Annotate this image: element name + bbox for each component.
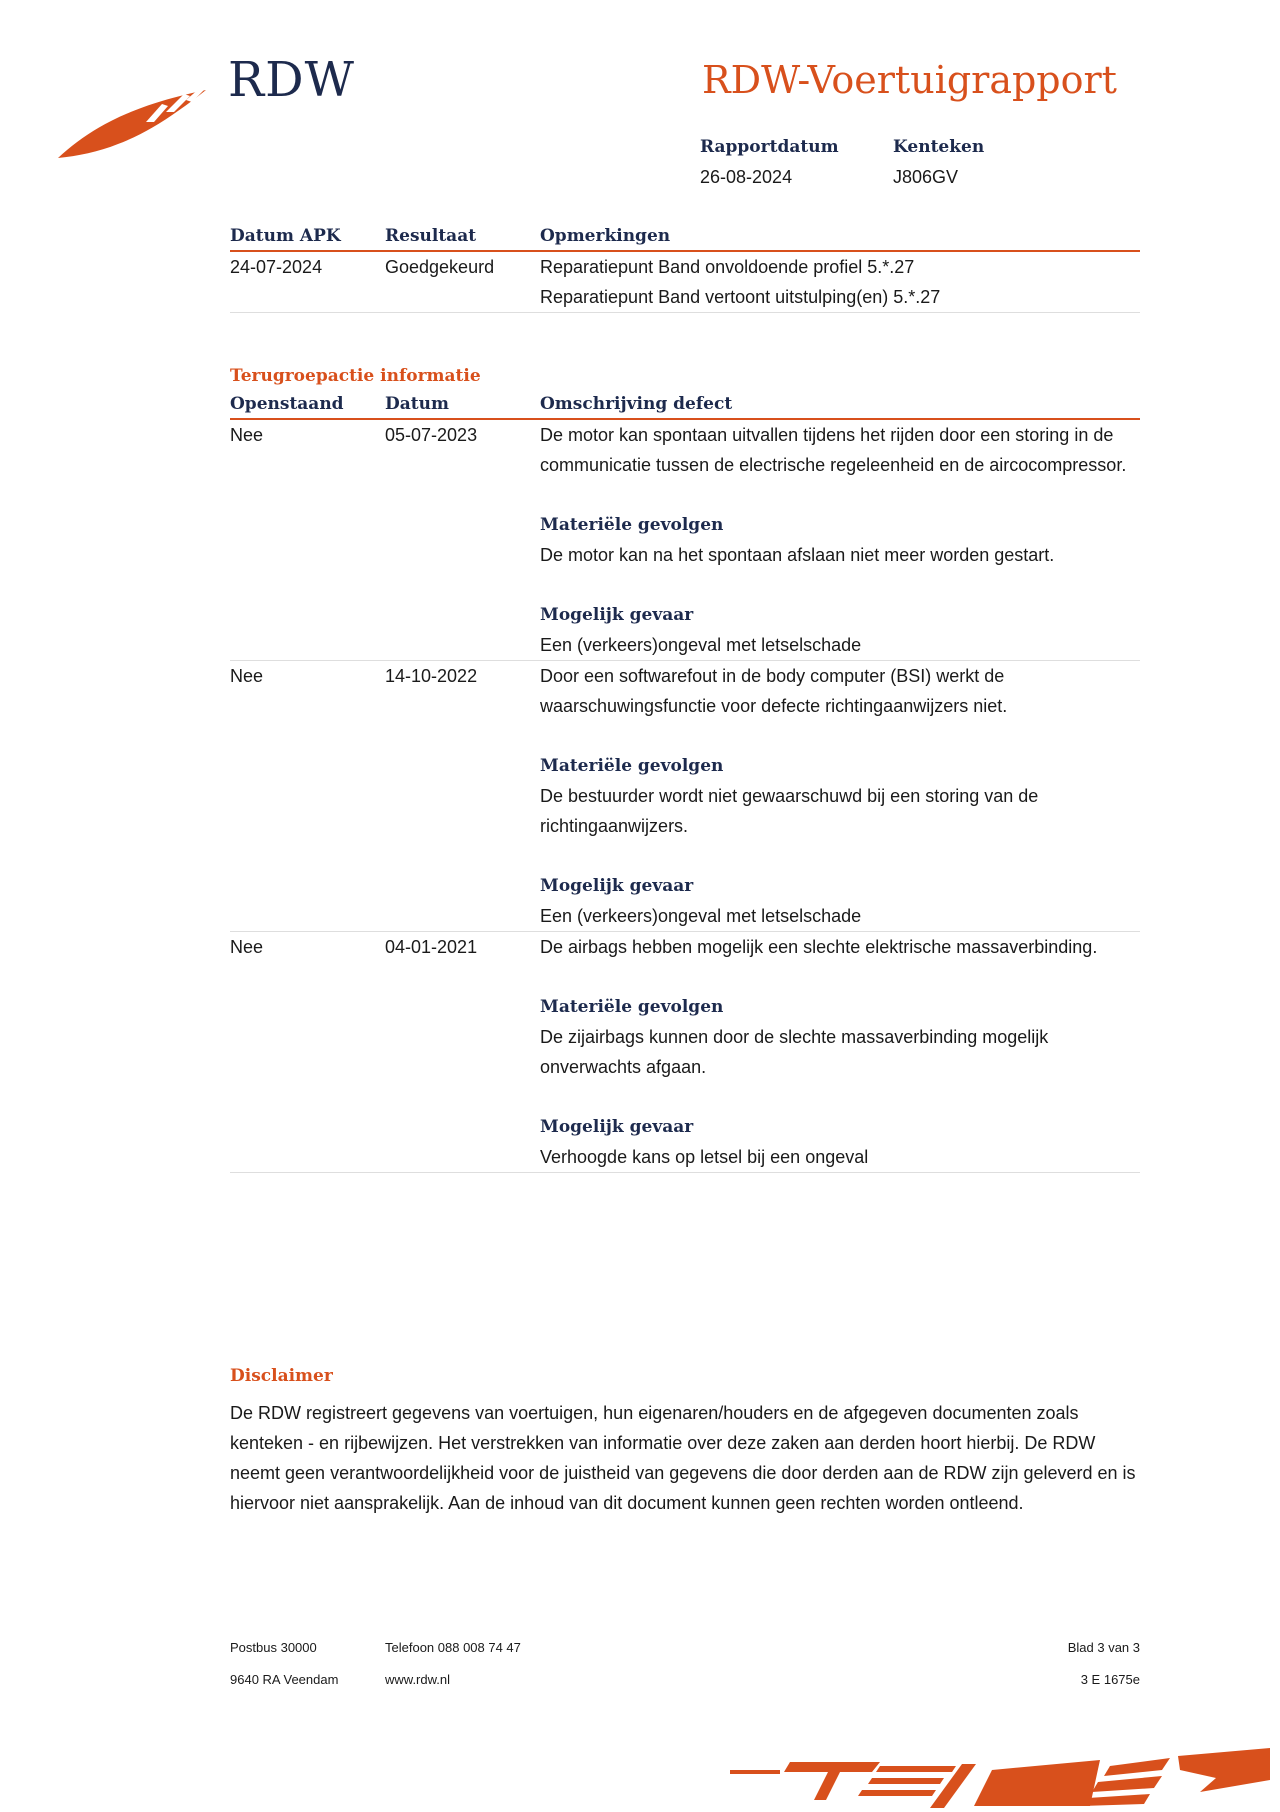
- apk-result: Goedgekeurd: [385, 257, 495, 277]
- table-row: [230, 252, 1140, 313]
- danger-label: Mogelijk gevaar: [540, 605, 694, 625]
- recall-details: [540, 661, 1140, 931]
- apk-header-remarks: Opmerkingen: [540, 226, 671, 246]
- footer-postbus: Postbus 30000: [230, 1640, 317, 1655]
- table-row: [230, 420, 1140, 661]
- recall-date: 14-10-2022: [385, 666, 478, 686]
- rdw-feather-logo-icon: [58, 82, 208, 162]
- danger-label: Mogelijk gevaar: [540, 1117, 694, 1137]
- footer-code: 3 E 1675e: [1080, 1672, 1140, 1687]
- recall-open: Nee: [230, 937, 264, 957]
- recall-defect: De motor kan spontaan uitvallen tijdens het rijden door een storing in de communicatie tussen de electrische regeleenheid en de aircocompressor.: [540, 425, 1127, 475]
- recall-header-open: Openstaand: [230, 394, 344, 414]
- recall-date: 04-01-2021: [385, 937, 478, 957]
- material-label: Materiële gevolgen: [540, 997, 724, 1017]
- recall-defect: Door een softwarefout in de body computer (BSI) werkt de waarschuwingsfunctie voor defecte richtingaanwijzers niet.: [540, 666, 1008, 716]
- apk-remark: Reparatiepunt Band onvoldoende profiel 5.*.27: [540, 257, 915, 277]
- apk-remarks: [540, 252, 1140, 312]
- footer-phone: Telefoon 088 008 74 47: [385, 1640, 521, 1655]
- recall-open: Nee: [230, 666, 264, 686]
- material-label: Materiële gevolgen: [540, 515, 724, 535]
- recall-header-row: [230, 394, 1140, 420]
- apk-header-date: Datum APK: [230, 226, 341, 246]
- recall-defect: De airbags hebben mogelijk een slechte elektrische massaverbinding.: [540, 937, 1098, 957]
- table-row: [230, 661, 1140, 932]
- report-date-block: [700, 137, 839, 188]
- disclaimer-title: Disclaimer: [230, 1366, 333, 1386]
- recall-details: [540, 932, 1140, 1172]
- report-date-value: 26-08-2024: [700, 167, 793, 187]
- recall-material: De zijairbags kunnen door de slechte massaverbinding mogelijk onverwachts afgaan.: [540, 1027, 1049, 1077]
- disclaimer-text: De RDW registreert gegevens van voertuigen, hun eigenaren/houders en de afgegeven documenten zoals kenteken - en rijbewijzen. Het verstrekken van informatie over deze zaken aan derden hoort hierbij. De RDW neemt geen verantwoordelijkheid voor de juistheid van gegevens die door derden aan de RDW zijn geleverd en is hiervoor niet aansprakelijk. Aan de inhoud van dit document kunnen geen rechten worden ontleend.: [230, 1403, 1136, 1513]
- rdw-stripes-logo-icon: [730, 1740, 1270, 1812]
- recall-date: 05-07-2023: [385, 425, 478, 445]
- plate-value: J806GV: [893, 167, 959, 187]
- recall-danger: Een (verkeers)ongeval met letselschade: [540, 906, 862, 926]
- page-title: RDW-Voertuigrapport: [702, 58, 1117, 102]
- recall-material: De bestuurder wordt niet gewaarschuwd bij een storing van de richtingaanwijzers.: [540, 786, 1039, 836]
- recall-danger: Een (verkeers)ongeval met letselschade: [540, 635, 862, 655]
- footer-page-info: [1068, 1632, 1140, 1696]
- recall-details: [540, 420, 1140, 660]
- apk-date: 24-07-2024: [230, 257, 323, 277]
- recall-header-defect: Omschrijving defect: [540, 394, 733, 414]
- table-row: [230, 932, 1140, 1173]
- recall-material: De motor kan na het spontaan afslaan niet meer worden gestart.: [540, 545, 1055, 565]
- footer-contact: [385, 1632, 521, 1696]
- recall-title: Terugroepactie informatie: [230, 366, 481, 386]
- plate-label: Kenteken: [893, 137, 985, 157]
- recall-header-date: Datum: [385, 394, 449, 414]
- plate-block: [893, 137, 984, 188]
- apk-remark: Reparatiepunt Band vertoont uitstulping(en) 5.*.27: [540, 287, 941, 307]
- danger-label: Mogelijk gevaar: [540, 876, 694, 896]
- brand-name: RDW: [228, 52, 355, 108]
- material-label: Materiële gevolgen: [540, 756, 724, 776]
- apk-header-row: [230, 226, 1140, 252]
- report-date-label: Rapportdatum: [700, 137, 839, 157]
- recall-danger: Verhoogde kans op letsel bij een ongeval: [540, 1147, 869, 1167]
- recall-section: [230, 366, 1140, 1173]
- footer-page: Blad 3 van 3: [1067, 1640, 1140, 1655]
- footer-web: www.rdw.nl: [385, 1672, 451, 1687]
- recall-open: Nee: [230, 425, 264, 445]
- apk-header-result: Resultaat: [385, 226, 477, 246]
- apk-table: [230, 226, 1140, 313]
- footer-address: [230, 1632, 338, 1696]
- footer-city: 9640 RA Veendam: [230, 1672, 339, 1687]
- disclaimer-section: [230, 1366, 1140, 1518]
